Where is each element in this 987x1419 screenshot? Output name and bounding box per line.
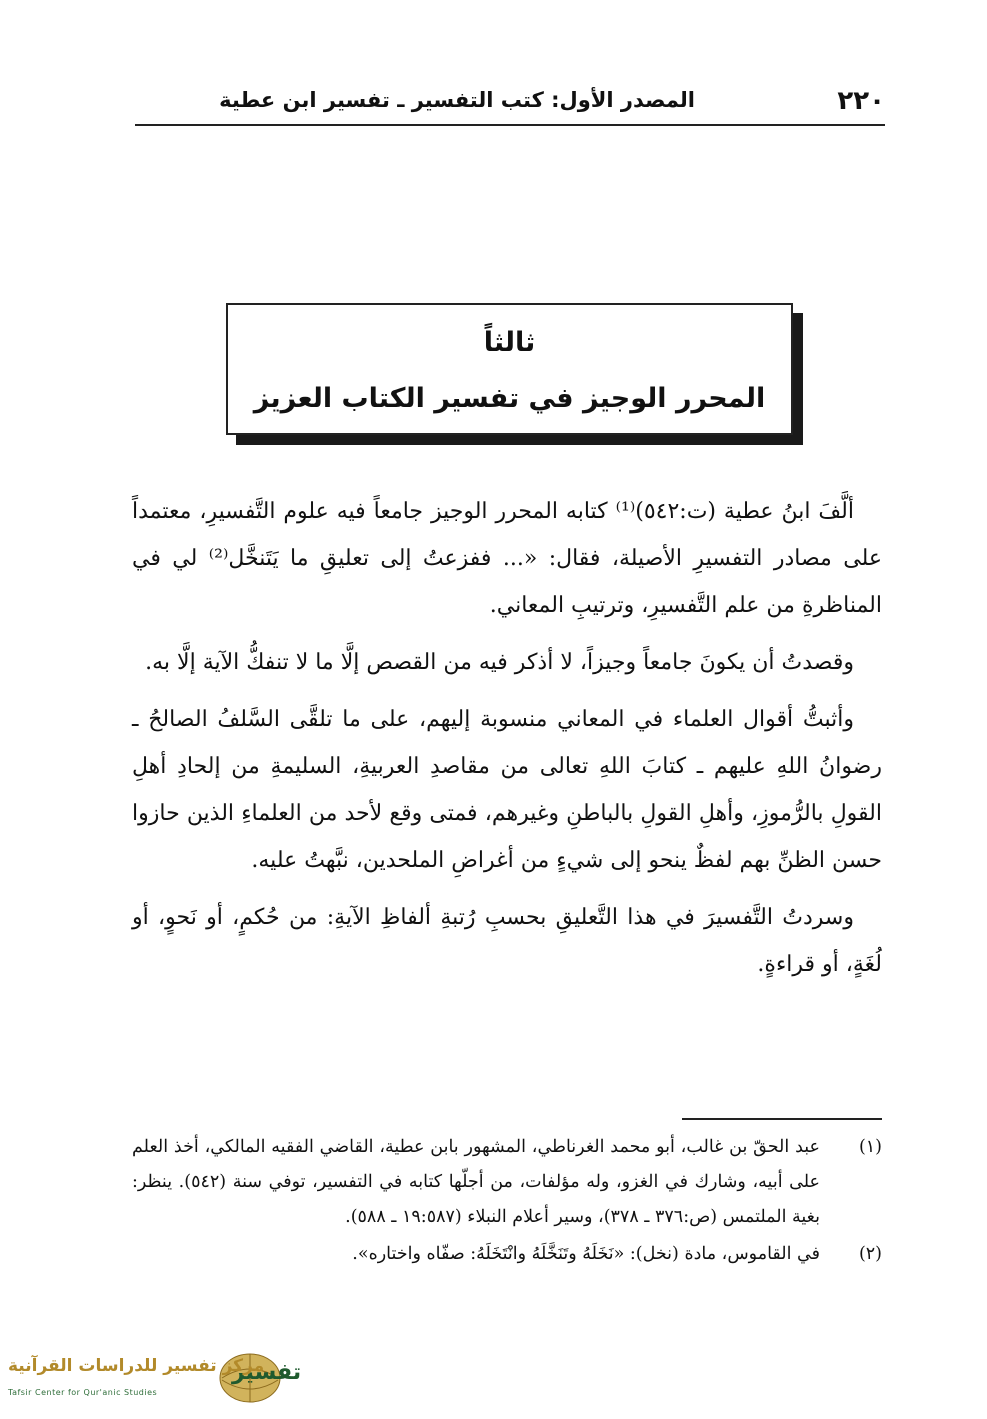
- running-title: المصدر الأول: كتب التفسير ـ تفسير ابن عطية: [219, 88, 695, 112]
- footnote: [132, 1130, 882, 1235]
- footnotes: [132, 1130, 882, 1274]
- running-header: [135, 84, 885, 126]
- footnote: [132, 1237, 882, 1272]
- book-title: المحرر الوجيز في تفسير الكتاب العزيز: [253, 383, 766, 414]
- tafsir-center-logo: [0, 1350, 300, 1410]
- paragraph: وأثبتُّ أقوال العلماء في المعاني منسوبة إليهم، على ما تلقَّى السَّلفُ الصالحُ ـ رضوانُ اللهِ عليهم ـ كتابَ اللهِ تعالى من مقاصدِ العربيةِ، السليمةِ من إلحادِ أهلِ القولِ بالرُّموزِ، وأهلِ القولِ بالباطنِ وغيرهم، فمتى وقع لأحد من العلماءِ الذين حازوا حسن الظنِّ بهم لفظٌ ينحو إلى شيءٍ من أغراضِ الملحدين، نبَّهتُ عليه.: [132, 707, 882, 873]
- paragraph: وسردتُ التَّفسيرَ في هذا التَّعليقِ بحسبِ رُتبةِ ألفاظِ الآيةِ: من حُكمٍ، أو نَحوٍ، أو لُغَةٍ، أو قراءةٍ.: [132, 905, 882, 977]
- footnote-number: (١): [858, 1137, 882, 1157]
- logo-word: تفسير: [232, 1360, 302, 1385]
- footnote-text: عبد الحقّ بن غالب، أبو محمد الغرناطي، المشهور بابن عطية، القاضي الفقيه المالكي، أخذ العلم على أبيه، وشارك في الغزو، وله مؤلفات، من أجلّها كتابه في التفسير، توفي سنة (٥٤٢). ينظر: بغية الملتمس (ص:٣٧٦ ـ ٣٧٨)، وسير أعلام النبلاء (١٩:٥٨٧ ـ ٥٨٨).: [132, 1137, 820, 1227]
- page-number: ٢٢٠: [837, 86, 885, 116]
- section-number-title: ثالثاً: [483, 327, 536, 358]
- section-title-box: [226, 303, 793, 435]
- logo-english-name: Tafsir Center for Qur'anic Studies: [8, 1388, 158, 1397]
- footnote-number: (٢): [858, 1244, 882, 1264]
- footnote-separator: [682, 1118, 882, 1120]
- footnote-text: في القاموس، مادة (نخل): «نَخَلَهُ وتَنَخَّلَهُ وانْتَخَلَهُ: صفّاه واختاره».: [352, 1244, 820, 1264]
- paragraph: ألَّفَ ابنُ عطية (ت:٥٤٢)⁽¹⁾ كتابه المحرر الوجيز جامعاً فيه علوم التَّفسيرِ، معتمداً على مصادر التفسيرِ الأصيلة، فقال: «... ففزعتُ إلى تعليقِ ما يَتَنخَّل⁽²⁾ لي في المناظرةِ من علم التَّفسيرِ، وترتيبِ المعاني.: [132, 499, 882, 618]
- paragraph: وقصدتُ أن يكونَ جامعاً وجيزاً، لا أذكر فيه من القصص إلَّا ما لا تنفكُّ الآية إلَّا به.: [145, 650, 854, 675]
- body-text: [132, 488, 882, 998]
- logo-arabic-name: مركز تفسير للدراسات القرآنية: [8, 1356, 265, 1376]
